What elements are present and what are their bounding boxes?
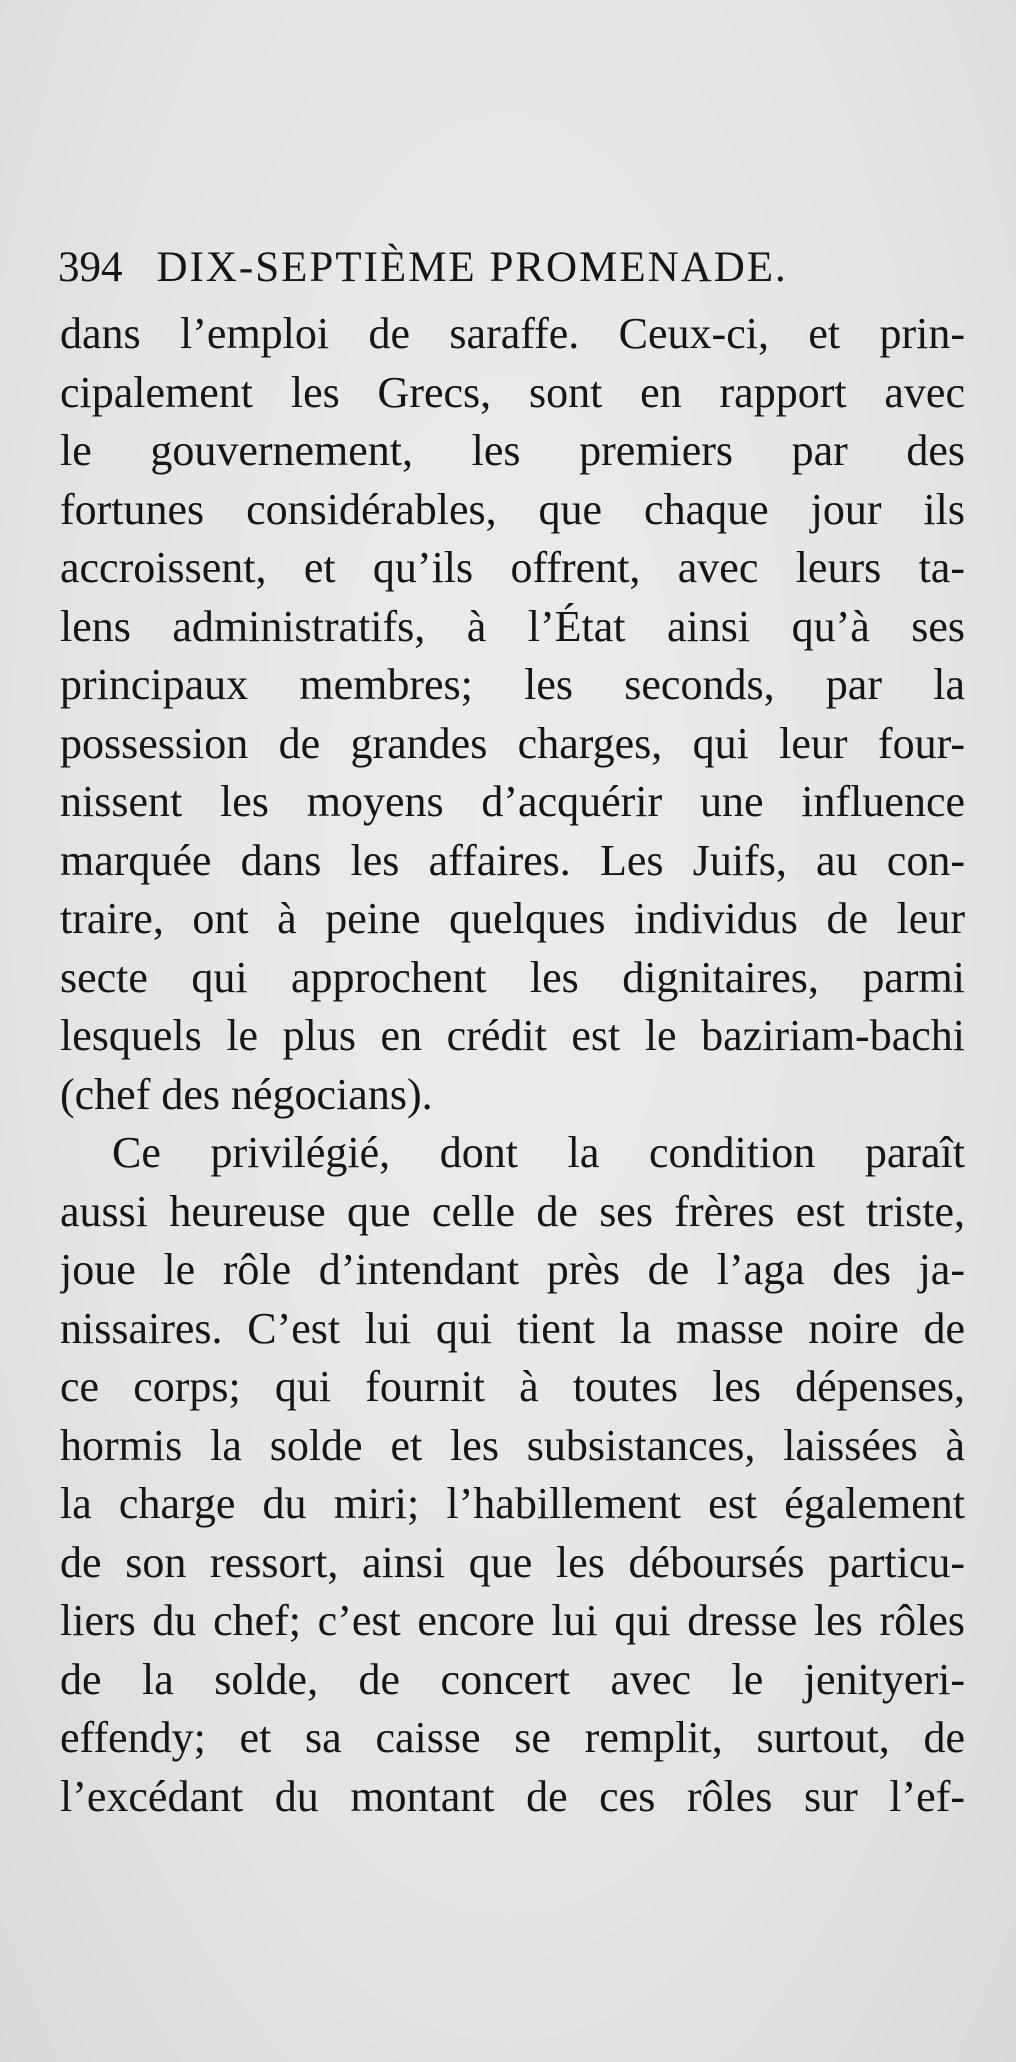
- text-line: principaux membres; les seconds, par la: [60, 660, 965, 709]
- text-line: secte qui approchent les dignitaires, parmi: [60, 952, 965, 1002]
- chapter-title: DIX-SEPTIÈME PROMENADE.: [156, 244, 788, 291]
- text-line: de la solde, de concert avec le jenityeri-: [60, 1654, 965, 1704]
- text-line: hormis la solde et les subsistances, laissées à: [60, 1420, 965, 1470]
- text-line: Ce privilégié, dont la condition paraît: [112, 1128, 965, 1177]
- text-line: ce corps; qui fournit à toutes les dépenses,: [60, 1362, 965, 1411]
- text-line: dans l’emploi de saraffe. Ceux-ci, et prin-: [60, 309, 965, 358]
- text-line: (chef des négocians).: [60, 1069, 433, 1119]
- text-line: nissent les moyens d’acquérir une influence: [60, 777, 965, 826]
- text-line: lens administratifs, à l’État ainsi qu’à ses: [60, 601, 965, 651]
- text-line: de son ressort, ainsi que les déboursés particu-: [60, 1537, 965, 1587]
- text-line: le gouvernement, les premiers par des: [60, 426, 965, 475]
- text-line: nissaires. C’est lui qui tient la masse noire de: [60, 1303, 965, 1353]
- text-line: lesquels le plus en crédit est le baziriam-bachi: [60, 1011, 965, 1060]
- text-line: accroissent, et qu’ils offrent, avec leurs ta-: [60, 543, 965, 592]
- text-line: fortunes considérables, que chaque jour ils: [60, 484, 965, 534]
- text-line: la charge du miri; l’habillement est également: [60, 1479, 965, 1528]
- page-number: 394: [58, 244, 123, 291]
- text-line: traire, ont à peine quelques individus de leur: [60, 894, 965, 943]
- body-text: [60, 305, 965, 1826]
- text-line: effendy; et sa caisse se remplit, surtout, de: [60, 1713, 965, 1762]
- text-line: aussi heureuse que celle de ses frères est triste,: [60, 1186, 965, 1236]
- running-head: [58, 238, 878, 298]
- text-line: joue le rôle d’intendant près de l’aga des ja-: [60, 1245, 965, 1294]
- text-line: liers du chef; c’est encore lui qui dresse les rôles: [60, 1596, 965, 1645]
- text-line: marquée dans les affaires. Les Juifs, au con-: [60, 835, 965, 885]
- text-line: cipalement les Grecs, sont en rapport avec: [60, 367, 965, 417]
- text-line: possession de grandes charges, qui leur four-: [60, 718, 965, 768]
- text-line: l’excédant du montant de ces rôles sur l’ef-: [60, 1771, 965, 1821]
